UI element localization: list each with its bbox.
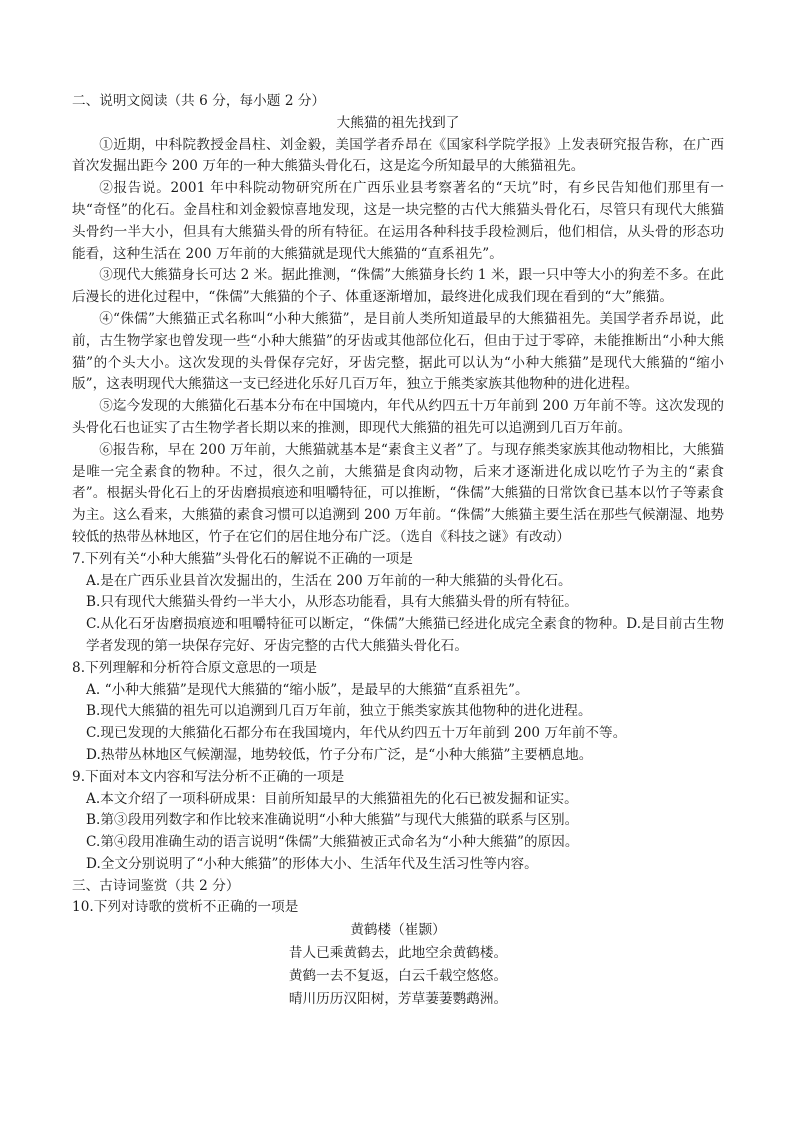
article-paragraph-5: ⑤迄今发现的大熊猫化石基本分布在中国境内，年代从约四五十万年前到 200 万年前不等。这次发现的头骨化石也证实了古生物学者长期以来的推测，即现代大熊猫的祖先可以追溯到几百万年前。 (72, 398, 724, 436)
poem-line-3: 晴川历历汉阳树，芳草萋萋鹦鹉洲。 (288, 991, 508, 1008)
question-7-option-c-d: C.从化石牙齿磨损痕迹和咀嚼特征可以断定，“侏儒”大熊猫已经进化成完全素食的物种。D.是目前古生物学者发现的第一块保存完好、牙齿完整的古代大熊猫头骨化石。 (86, 616, 724, 654)
article-paragraph-2: ②报告说。2001 年中科院动物研究所在广西乐业县考察著名的“天坑”时，有乡民告知他们那里有一块“奇怪”的化石。金昌柱和刘金毅惊喜地发现，这是一块完整的古代大熊猫头骨化石，尽管只有现代大熊猫头骨约一半大小，但具有大熊猫头骨的所有特征。在运用各种科技手段检测后，他们相信，从头骨的形态功能看，这种生活在 200 万年前的大熊猫就是现代大熊猫的“直系祖先”。 (72, 180, 724, 262)
article-title: 大熊猫的祖先找到了 (336, 114, 460, 131)
question-9-option-d: D.全文分别说明了“小种大熊猫”的形体大小、生活年代及生活习性等内容。 (86, 855, 538, 872)
question-7-stem: 7.下列有关“小种大熊猫”头骨化石的解说不正确的一项是 (72, 550, 413, 567)
question-8-stem: 8.下列理解和分析符合原文意思的一项是 (72, 659, 318, 676)
article-paragraph-4: ④“侏儒”大熊猫正式名称叫“小种大熊猫”，是目前人类所知道最早的大熊猫祖先。美国学者乔昂说，此前，古生物学家也曾发现一些“小种大熊猫”的牙齿或其他部位化石，但由于过于零碎，未能推断出“小种大熊猫”的个头大小。这次发现的头骨保存完好，牙齿完整，据此可以认为“小种大熊猫”是现代大熊猫的“缩小版”，这表明现代大熊猫这一支已经进化乐好几百万年，独立于熊类家族其他物种的进化进程。 (72, 310, 724, 393)
question-7-option-a: A.是在广西乐业县首次发掘出的，生活在 200 万年前的一种大熊猫的头骨化石。 (86, 572, 572, 589)
article-paragraph-1: ①近期，中科院教授金昌柱、刘金毅，美国学者乔昂在《国家科学院学报》上发表研究报告称，在广西首次发掘出距今 200 万年的一种大熊猫头骨化石，这是迄今所知最早的大熊猫祖先。 (72, 136, 724, 175)
section-heading-reading: 二、说明文阅读（共 6 分，每小题 2 分） (72, 93, 326, 109)
poem-line-2: 黄鹤一去不复返，白云千载空悠悠。 (288, 968, 508, 985)
question-8-option-b: B.现代大熊猫的祖先可以追溯到几百万年前，独立于熊类家族其他物种的进化进程。 (86, 703, 592, 720)
question-9-option-b: B.第③段用列数字和作比较来准确说明“小种大熊猫”与现代大熊猫的联系与区别。 (86, 812, 579, 829)
article-paragraph-3: ③现代大熊猫身长可达 2 米。据此推测，“侏儒”大熊猫身长约 1 米，跟一只中等大小的狗差不多。在此后漫长的进化过程中，“侏儒”大熊猫的个子、体重逐渐增加，最终进化成我们现在看到的“大”熊猫。 (72, 267, 724, 306)
question-8-option-d: D.热带丛林地区气候潮湿，地势较低，竹子分布广泛，是“小种大熊猫”主要栖息地。 (86, 746, 593, 763)
article-paragraph-6: ⑥报告称，早在 200 万年前，大熊猫就基本是“素食主义者”了。与现存熊类家族其他动物相比，大熊猫是唯一完全素食的物种。不过，很久之前，大熊猫是食肉动物，后来才逐渐进化成以吃竹子为主的“素食者”。根据头骨化石上的牙齿磨损痕迹和咀嚼特征，可以推断，“侏儒”大熊猫的日常饮食已基本以竹子等素食为主。这么看来，大熊猫的素食习惯可以追溯到 200 万年前。“侏儒”大熊猫主要生活在那些气候潮湿、地势较低的热带丛林地区，竹子在它们的居住地分布广泛。（选自《科技之谜》有改动） (72, 441, 724, 545)
document-page (72, 91, 724, 1011)
question-9-option-c: C.第④段用准确生动的语言说明“侏儒”大熊猫被正式命名为“小种大熊猫”的原因。 (86, 834, 579, 851)
section-heading-poetry: 三、古诗词鉴赏（共 2 分） (72, 877, 240, 894)
poem-title: 黄鹤楼（崔颢） (350, 922, 446, 939)
question-9-option-a: A.本文介绍了一项科研成果：目前所知最早的大熊猫祖先的化石已被发掘和证实。 (86, 790, 578, 807)
question-7-option-b: B.只有现代大熊猫头骨约一半大小，从形态功能看，具有大熊猫头骨的所有特征。 (86, 594, 578, 611)
question-8-option-c: C.现已发现的大熊猫化石都分布在我国境内，年代从约四五十万年前到 200 万年前不等。 (86, 725, 627, 742)
question-10-stem: 10.下列对诗歌的赏析不正确的一项是 (72, 899, 299, 916)
poem-line-1: 昔人已乘黄鹤去，此地空余黄鹤楼。 (288, 945, 508, 962)
question-8-option-a: A. “小种大熊猫”是现代大熊猫的“缩小版”，是最早的大熊猫“直系祖先”。 (86, 681, 529, 698)
question-9-stem: 9.下面对本文内容和写法分析不正确的一项是 (72, 768, 345, 785)
